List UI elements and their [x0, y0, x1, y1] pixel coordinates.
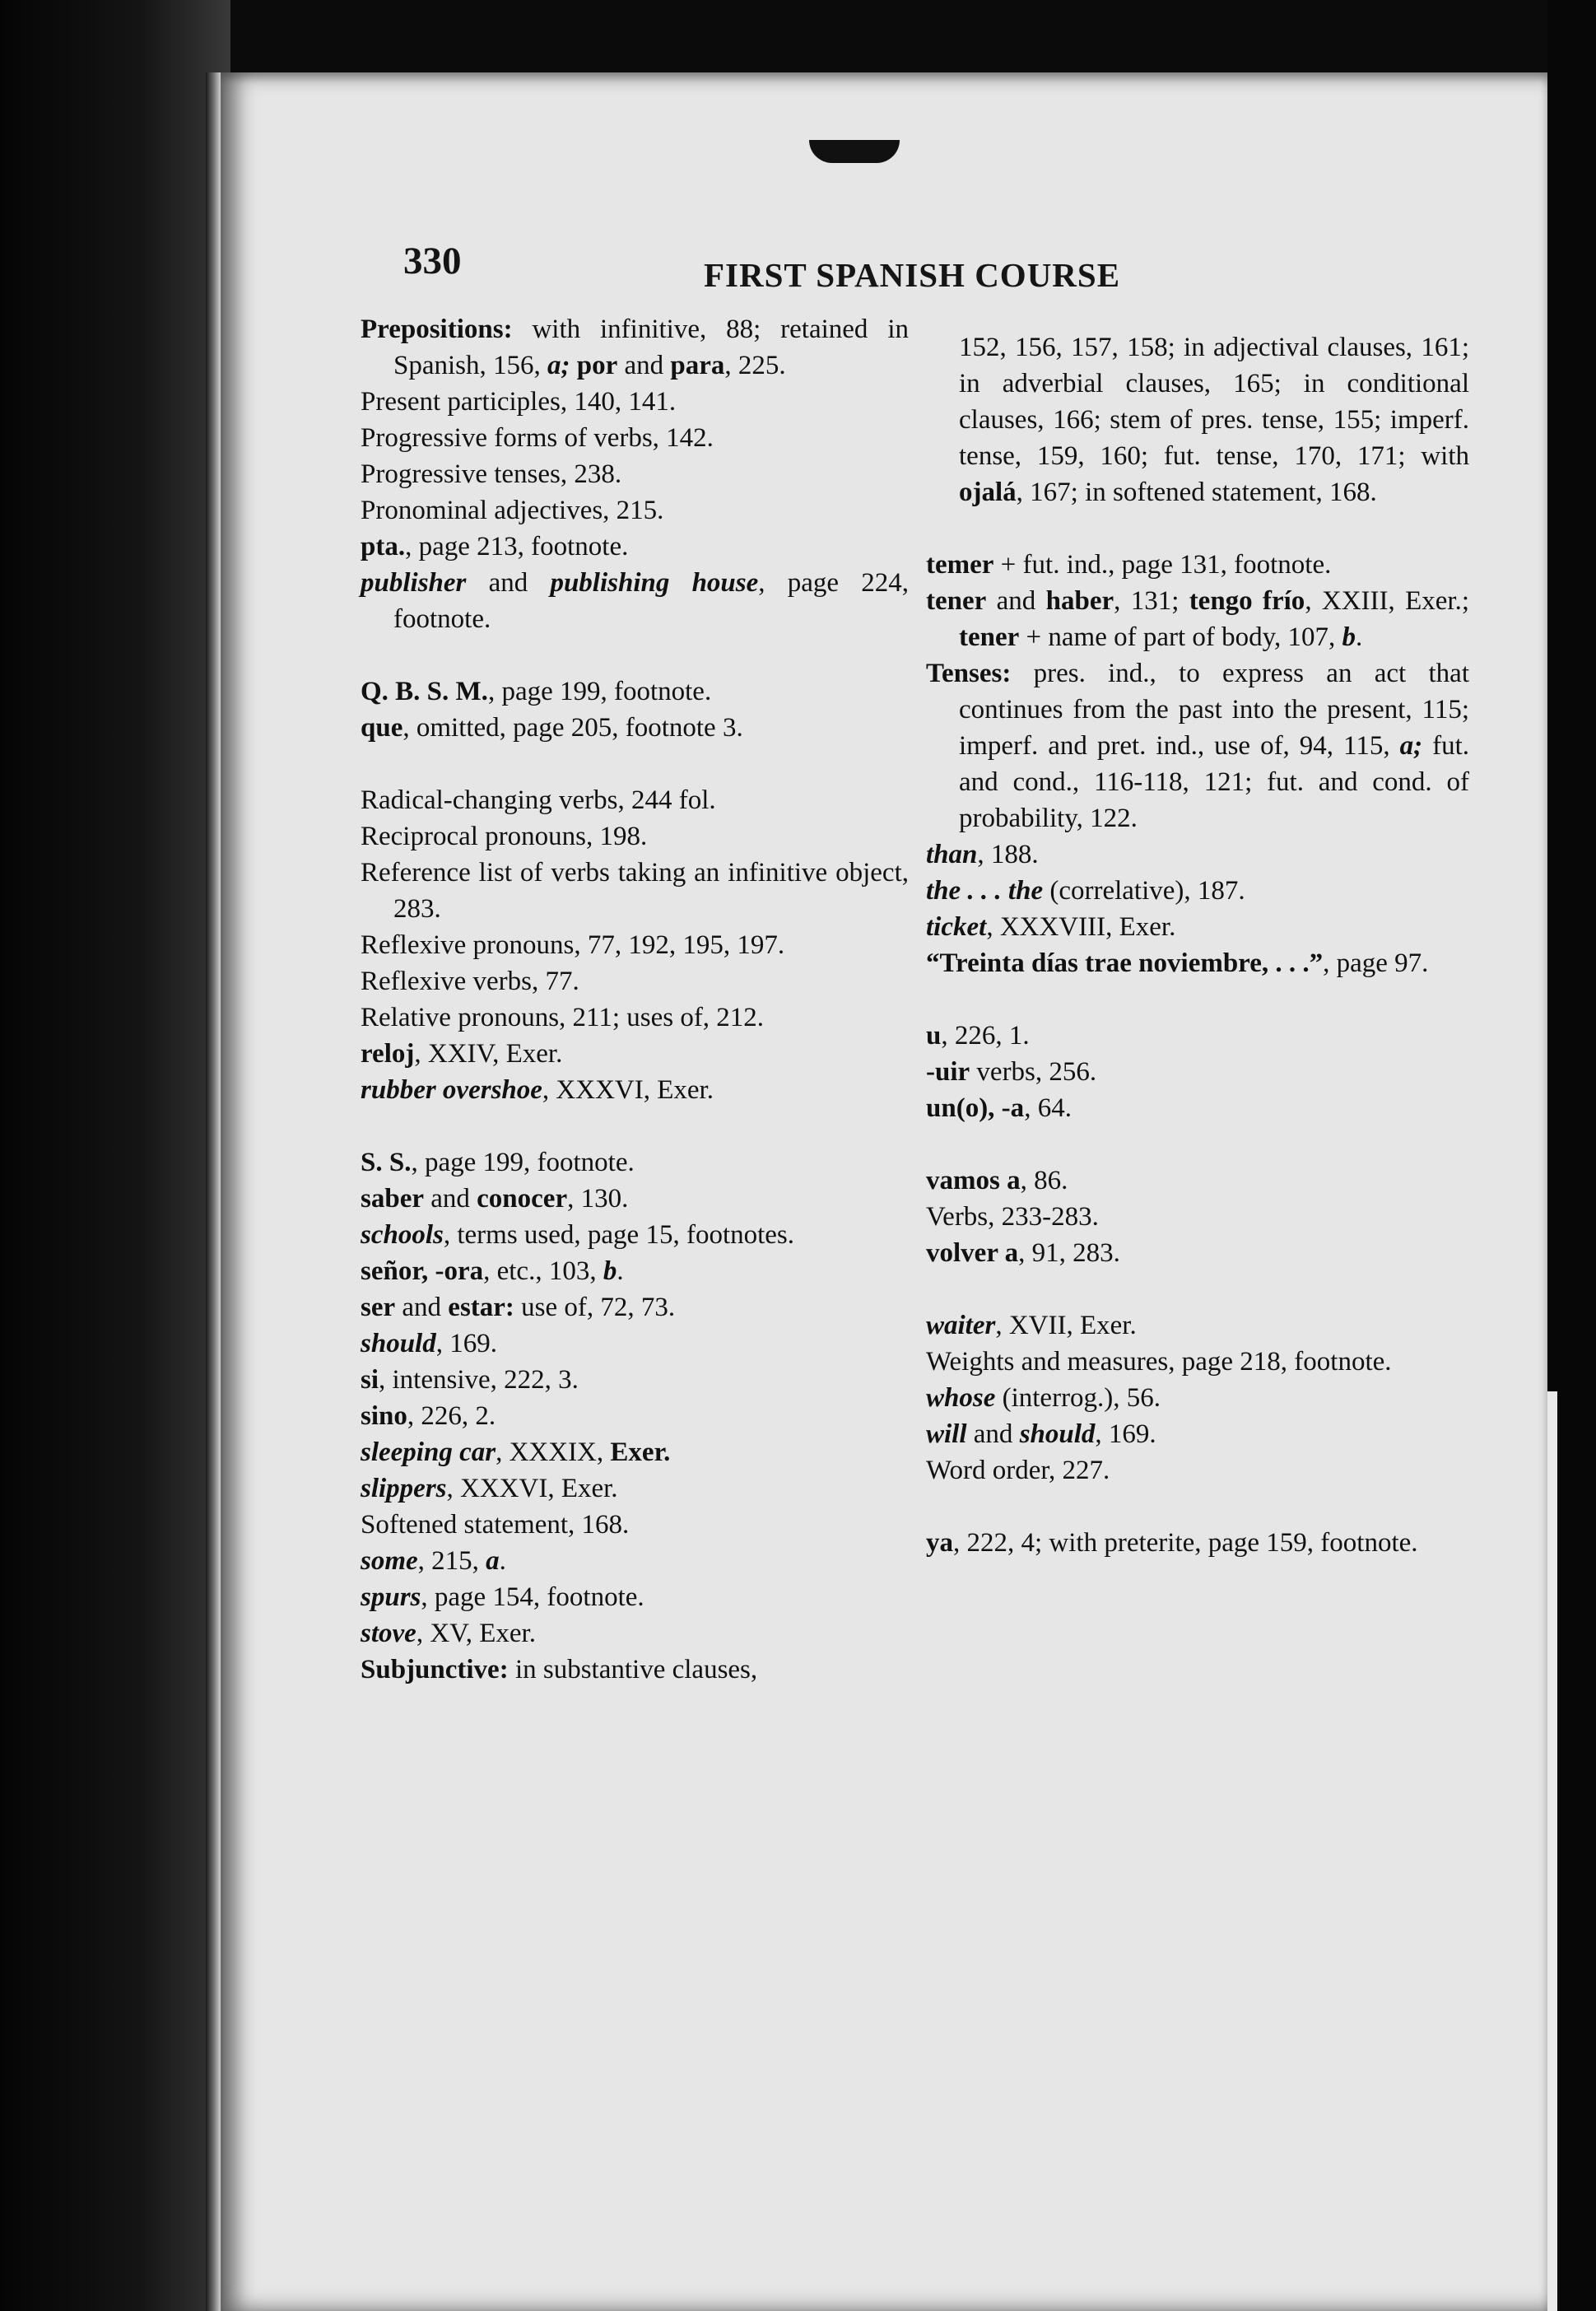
- entry-text: u: [926, 1021, 942, 1051]
- entry-text: Prepositions:: [361, 315, 513, 344]
- entry-text: pres. ind., to express an act that continues from the past into the present, 115; imperf. and pret. ind., use of, 94, 115,: [959, 659, 1469, 761]
- index-entry: [926, 655, 1469, 836]
- entry-text: , page 213, footnote.: [405, 532, 629, 561]
- index-entry: [361, 782, 909, 818]
- index-entry: [361, 1181, 909, 1217]
- entry-text: -uir: [926, 1057, 970, 1087]
- entry-text: Weights and measures, page 218, footnote.: [926, 1347, 1392, 1377]
- entry-text: use of, 72, 73.: [514, 1293, 676, 1322]
- entry-text: , terms used, page 15, footnotes.: [443, 1220, 795, 1250]
- entry-text: (correlative), 187.: [1043, 876, 1245, 906]
- index-entry: [361, 710, 909, 746]
- entry-text: whose: [926, 1383, 996, 1413]
- entry-text: para: [670, 351, 725, 380]
- section-gap: [926, 510, 1469, 547]
- entry-text: the . . . the: [926, 876, 1044, 906]
- index-entry: [361, 1253, 909, 1289]
- entry-text: , 226, 2.: [407, 1401, 496, 1431]
- entry-text: Exer.: [610, 1437, 671, 1467]
- entry-text: , 167; in softened statement, 168.: [1016, 478, 1377, 507]
- entry-text: tener: [926, 586, 987, 616]
- entry-text: b: [603, 1256, 617, 1286]
- entry-text: Softened statement, 168.: [361, 1510, 630, 1540]
- entry-text: , XXXVI, Exer.: [446, 1474, 618, 1503]
- entry-text: ya: [926, 1528, 953, 1558]
- entry-text: a: [486, 1546, 500, 1576]
- entry-text: tengo frío: [1189, 586, 1305, 616]
- entry-text: Present participles, 140, 141.: [361, 387, 677, 417]
- entry-text: some: [361, 1546, 418, 1576]
- index-entry: [361, 1434, 909, 1470]
- index-entry: [361, 1036, 909, 1072]
- entry-text: Verbs, 233-283.: [926, 1202, 1099, 1232]
- entry-text: , 222, 4; with preterite, page 159, footnote.: [953, 1528, 1418, 1558]
- index-entry: [361, 1507, 909, 1543]
- book-spine-shadow: [0, 0, 230, 2311]
- entry-text: verbs, 256.: [970, 1057, 1097, 1087]
- entry-text: Progressive forms of verbs, 142.: [361, 423, 714, 453]
- entry-text: and: [617, 351, 671, 380]
- index-entry: [926, 945, 1469, 981]
- entry-text: (interrog.), 56.: [995, 1383, 1161, 1413]
- index-entry: [361, 963, 909, 999]
- index-entry: [361, 311, 909, 384]
- entry-text: , 169.: [1095, 1419, 1156, 1449]
- entry-text: and: [966, 1419, 1020, 1449]
- entry-text: , page 97.: [1323, 948, 1429, 978]
- section-gap: [361, 637, 909, 673]
- entry-text: ticket: [926, 912, 987, 942]
- index-entry: [361, 999, 909, 1036]
- entry-text: should: [1019, 1419, 1096, 1449]
- index-entry: [926, 1199, 1469, 1235]
- index-entry: [926, 1307, 1469, 1344]
- index-entry: [926, 1452, 1469, 1489]
- entry-text: S. S.: [361, 1148, 412, 1177]
- entry-text: un(o), -a: [926, 1093, 1025, 1123]
- entry-text: “Treinta días trae noviembre, . . .”: [926, 948, 1324, 978]
- entry-text: haber: [1045, 586, 1114, 616]
- entry-text: , etc., 103,: [483, 1256, 603, 1286]
- index-entry: [926, 1380, 1469, 1416]
- entry-text: , omitted, page 205, footnote 3.: [402, 713, 743, 743]
- index-entry: [926, 836, 1469, 873]
- index-entry: [926, 1416, 1469, 1452]
- entry-text: Pronominal adjectives, 215.: [361, 496, 664, 525]
- entry-text: volver a: [926, 1238, 1019, 1268]
- section-gap: [361, 1108, 909, 1144]
- entry-text: , page 199, footnote.: [411, 1148, 635, 1177]
- entry-text: estar:: [448, 1293, 514, 1322]
- entry-text: and: [466, 568, 551, 598]
- index-entry: [926, 547, 1469, 583]
- index-entry: [926, 1054, 1469, 1090]
- index-entry: [361, 673, 909, 710]
- index-entry: [926, 583, 1469, 655]
- entry-text: .: [1356, 622, 1363, 652]
- entry-text: , page 199, footnote.: [487, 677, 712, 706]
- entry-text: por: [576, 351, 618, 380]
- entry-text: Subjunctive:: [361, 1655, 509, 1684]
- index-entry: [361, 492, 909, 529]
- entry-text: , XXIII, Exer.;: [1305, 586, 1469, 616]
- index-entry: [361, 420, 909, 456]
- entry-text: , XV, Exer.: [416, 1619, 536, 1648]
- entry-text: sino: [361, 1401, 407, 1431]
- index-entry: [361, 1326, 909, 1362]
- index-entry: [361, 1289, 909, 1326]
- entry-text: , 131;: [1114, 586, 1189, 616]
- entry-text: rubber overshoe: [361, 1075, 542, 1105]
- entry-text: Progressive tenses, 238.: [361, 459, 622, 489]
- entry-text: a;: [1399, 731, 1423, 761]
- section-gap: [361, 746, 909, 782]
- entry-text: , XXIV, Exer.: [414, 1039, 563, 1069]
- index-entry: [361, 1144, 909, 1181]
- entry-text: , 169.: [435, 1329, 497, 1358]
- index-entry: [361, 818, 909, 855]
- entry-text: fut. and cond., 116-118, 121; fut. and cond. of probability, 122.: [959, 731, 1469, 833]
- index-entry: [361, 1652, 909, 1688]
- entry-text: , page 224, footnote.: [393, 568, 910, 634]
- entry-text: , XVII, Exer.: [995, 1311, 1137, 1340]
- entry-text: slippers: [361, 1474, 447, 1503]
- entry-text: vamos a: [926, 1166, 1021, 1195]
- entry-text: conocer: [477, 1184, 568, 1214]
- running-head: FIRST SPANISH COURSE: [704, 256, 1121, 294]
- entry-text: tener: [959, 622, 1020, 652]
- section-gap: [926, 1489, 1469, 1525]
- index-column-right: [926, 329, 1469, 1561]
- index-entry: [926, 1525, 1469, 1561]
- index-entry: [926, 329, 1469, 510]
- index-entry: [361, 529, 909, 565]
- entry-text: should: [361, 1329, 436, 1358]
- index-entry: [926, 1090, 1469, 1126]
- entry-text: publisher: [361, 568, 467, 598]
- index-entry: [926, 1344, 1469, 1380]
- entry-text: reloj: [361, 1039, 415, 1069]
- entry-text: Tenses:: [926, 659, 1012, 688]
- entry-text: , XXXVIII, Exer.: [986, 912, 1176, 942]
- entry-text: and: [986, 586, 1046, 616]
- entry-text: , page 154, footnote.: [421, 1582, 644, 1612]
- section-gap: [926, 981, 1469, 1018]
- entry-text: + name of part of body, 107,: [1019, 622, 1342, 652]
- index-entry: [361, 565, 909, 637]
- index-entry: [361, 456, 909, 492]
- index-entry: [926, 1018, 1469, 1054]
- entry-text: que: [361, 713, 403, 743]
- entry-text: Radical-changing verbs, 244 fol.: [361, 785, 716, 815]
- ink-blot: [809, 140, 900, 163]
- entry-text: , 130.: [567, 1184, 629, 1214]
- entry-text: 152, 156, 157, 158; in adjectival clauses, 161; in adverbial clauses, 165; in conditional clauses, 166; stem of pres. tense, 155; imperf. tense, 159, 160; fut. tense, 170, 171; with: [959, 333, 1469, 471]
- entry-text: , 188.: [977, 840, 1039, 869]
- entry-text: Reciprocal pronouns, 198.: [361, 822, 648, 851]
- entry-text: si: [361, 1365, 379, 1395]
- entry-text: Reflexive pronouns, 77, 192, 195, 197.: [361, 930, 785, 960]
- entry-text: ojalá: [959, 478, 1017, 507]
- index-entry: [926, 873, 1469, 909]
- entry-text: , 64.: [1024, 1093, 1072, 1123]
- index-column-left: [361, 311, 909, 1688]
- entry-text: Relative pronouns, 211; uses of, 212.: [361, 1003, 765, 1032]
- entry-text: Word order, 227.: [926, 1456, 1110, 1485]
- index-entry: [361, 1615, 909, 1652]
- entry-text: , 86.: [1020, 1166, 1068, 1195]
- entry-text: in substantive clauses,: [508, 1655, 758, 1684]
- entry-text: Reflexive verbs, 77.: [361, 967, 579, 996]
- section-gap: [926, 1271, 1469, 1307]
- entry-text: a;: [547, 351, 570, 380]
- entry-text: .: [617, 1256, 624, 1286]
- entry-text: , 91, 283.: [1018, 1238, 1120, 1268]
- index-entry: [926, 1162, 1469, 1199]
- entry-text: spurs: [361, 1582, 421, 1612]
- entry-text: and: [424, 1184, 477, 1214]
- index-entry: [361, 1470, 909, 1507]
- index-entry: [361, 927, 909, 963]
- entry-text: will: [926, 1419, 967, 1449]
- entry-text: [570, 351, 577, 380]
- index-entry: [361, 855, 909, 927]
- entry-text: waiter: [926, 1311, 996, 1340]
- entry-text: ser: [361, 1293, 396, 1322]
- entry-text: señor, -ora: [361, 1256, 484, 1286]
- entry-text: , XXXIX,: [496, 1437, 611, 1467]
- entry-text: than: [926, 840, 978, 869]
- entry-text: and: [395, 1293, 449, 1322]
- entry-text: sleeping car: [361, 1437, 496, 1467]
- section-gap: [926, 1126, 1469, 1162]
- entry-text: , 215,: [417, 1546, 486, 1576]
- index-entry: [361, 384, 909, 420]
- entry-text: temer: [926, 550, 994, 580]
- index-entry: [361, 1362, 909, 1398]
- entry-text: pta.: [361, 532, 406, 561]
- entry-text: schools: [361, 1220, 444, 1250]
- entry-text: b: [1342, 622, 1356, 652]
- entry-text: , 225.: [724, 351, 786, 380]
- entry-text: + fut. ind., page 131, footnote.: [993, 550, 1332, 580]
- entry-text: with infinitive, 88; retained in Spanish, 156,: [393, 315, 909, 380]
- page-number: 330: [403, 240, 462, 282]
- index-entry: [926, 909, 1469, 945]
- index-entry: [361, 1579, 909, 1615]
- entry-text: Reference list of verbs taking an infinitive object, 283.: [361, 858, 909, 924]
- entry-text: , XXXVI, Exer.: [542, 1075, 714, 1105]
- entry-text: , 226, 1.: [941, 1021, 1030, 1051]
- index-entry: [361, 1398, 909, 1434]
- entry-text: Q. B. S. M.: [361, 677, 488, 706]
- index-entry: [361, 1072, 909, 1108]
- entry-text: stove: [361, 1619, 416, 1648]
- entry-text: publishing house: [550, 568, 759, 598]
- entry-text: .: [499, 1546, 506, 1576]
- entry-text: , intensive, 222, 3.: [379, 1365, 579, 1395]
- index-entry: [926, 1235, 1469, 1271]
- index-entry: [361, 1217, 909, 1253]
- index-entry: [361, 1543, 909, 1579]
- entry-text: saber: [361, 1184, 424, 1214]
